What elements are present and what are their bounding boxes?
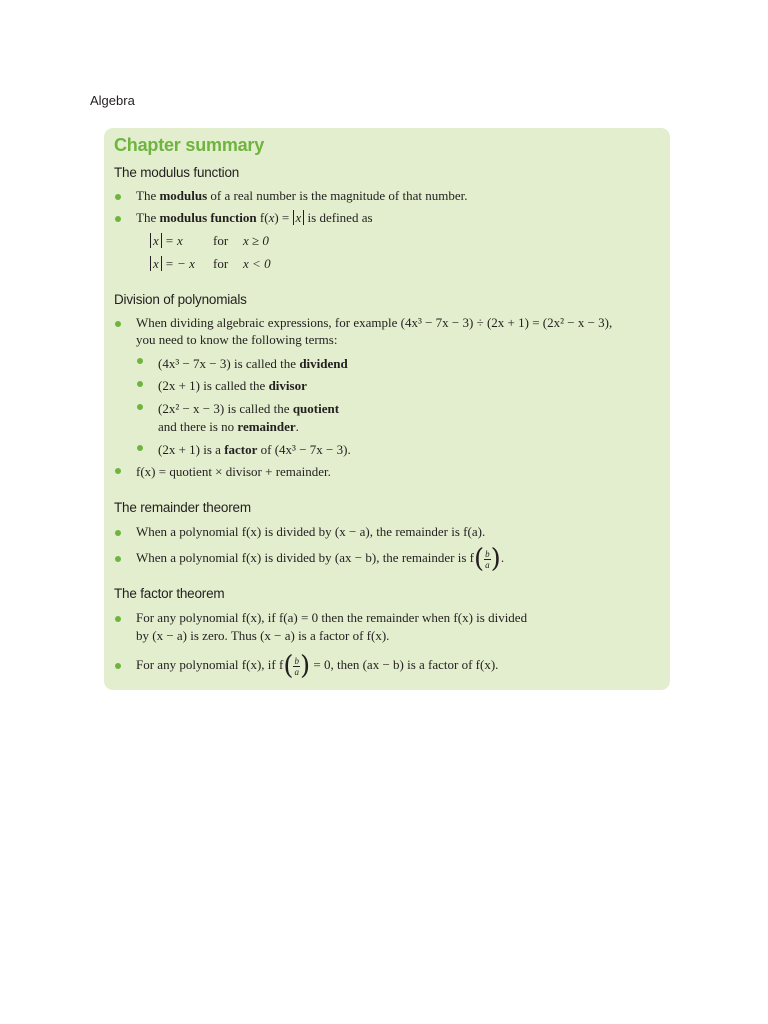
bullet-icon xyxy=(115,616,121,622)
modulus-case-negative: x = − x for x < 0 xyxy=(150,256,271,272)
bullet-icon xyxy=(115,216,121,222)
factor-theorem-general: For any polynomial f(x), if f( $\frac{b}{a}$ ) = 0, then (ax − b) is a factor of f(x). xyxy=(136,651,499,682)
factor-theorem-statement-continued: by (x − a) is zero. Thus (x − a) is a factor of f(x). xyxy=(136,628,390,643)
division-example-continued: you need to know the following terms: xyxy=(136,332,338,347)
division-identity: f(x) = quotient × divisor + remainder. xyxy=(136,464,331,479)
modulus-function-definition: The modulus function f(x) = x is defined as xyxy=(136,210,373,225)
bullet-icon xyxy=(115,556,121,562)
term-remainder: and there is no remainder. xyxy=(158,419,299,434)
term-quotient: (2x² − x − 3) is called the quotient xyxy=(158,401,340,416)
bullet-icon xyxy=(115,530,121,536)
heading-remainder-theorem: The remainder theorem xyxy=(114,500,251,515)
bullet-icon xyxy=(137,381,143,387)
heading-division-of-polynomials: Division of polynomials xyxy=(114,292,247,307)
bullet-icon xyxy=(115,468,121,474)
heading-factor-theorem: The factor theorem xyxy=(114,586,225,601)
term-factor: (2x + 1) is a factor of (4x³ − 7x − 3). xyxy=(158,442,351,457)
chapter-summary-box xyxy=(104,128,670,690)
modulus-case-positive: x = x for x ≥ 0 xyxy=(150,233,269,249)
factor-theorem-statement: For any polynomial f(x), if f(a) = 0 then the remainder when f(x) is divided xyxy=(136,610,528,625)
remainder-theorem-general: When a polynomial f(x) is divided by (ax − b), the remainder is f( $\frac{b}{a}$ ). xyxy=(136,544,505,575)
heading-modulus-function: The modulus function xyxy=(114,165,240,180)
fraction-b-over-a: $\frac{b}{a}$ xyxy=(485,548,490,570)
fraction-b-over-a: $\frac{b}{a}$ xyxy=(294,655,299,677)
running-head: Algebra xyxy=(90,93,135,108)
term-dividend: (4x³ − 7x − 3) is called the dividend xyxy=(158,356,348,371)
division-example: When dividing algebraic expressions, for example (4x³ − 7x − 3) ÷ (2x + 1) = (2x² − x − 3), xyxy=(136,315,613,330)
modulus-definition: The modulus of a real number is the magnitude of that number. xyxy=(136,188,468,203)
term-divisor: (2x + 1) is called the divisor xyxy=(158,378,307,393)
bullet-icon xyxy=(115,321,121,327)
chapter-summary-title: Chapter summary xyxy=(114,135,265,155)
bullet-icon xyxy=(115,663,121,669)
bullet-icon xyxy=(137,445,143,451)
bullet-icon xyxy=(115,194,121,200)
bullet-icon xyxy=(137,404,143,410)
remainder-theorem-linear: When a polynomial f(x) is divided by (x − a), the remainder is f(a). xyxy=(136,524,486,539)
bullet-icon xyxy=(137,358,143,364)
